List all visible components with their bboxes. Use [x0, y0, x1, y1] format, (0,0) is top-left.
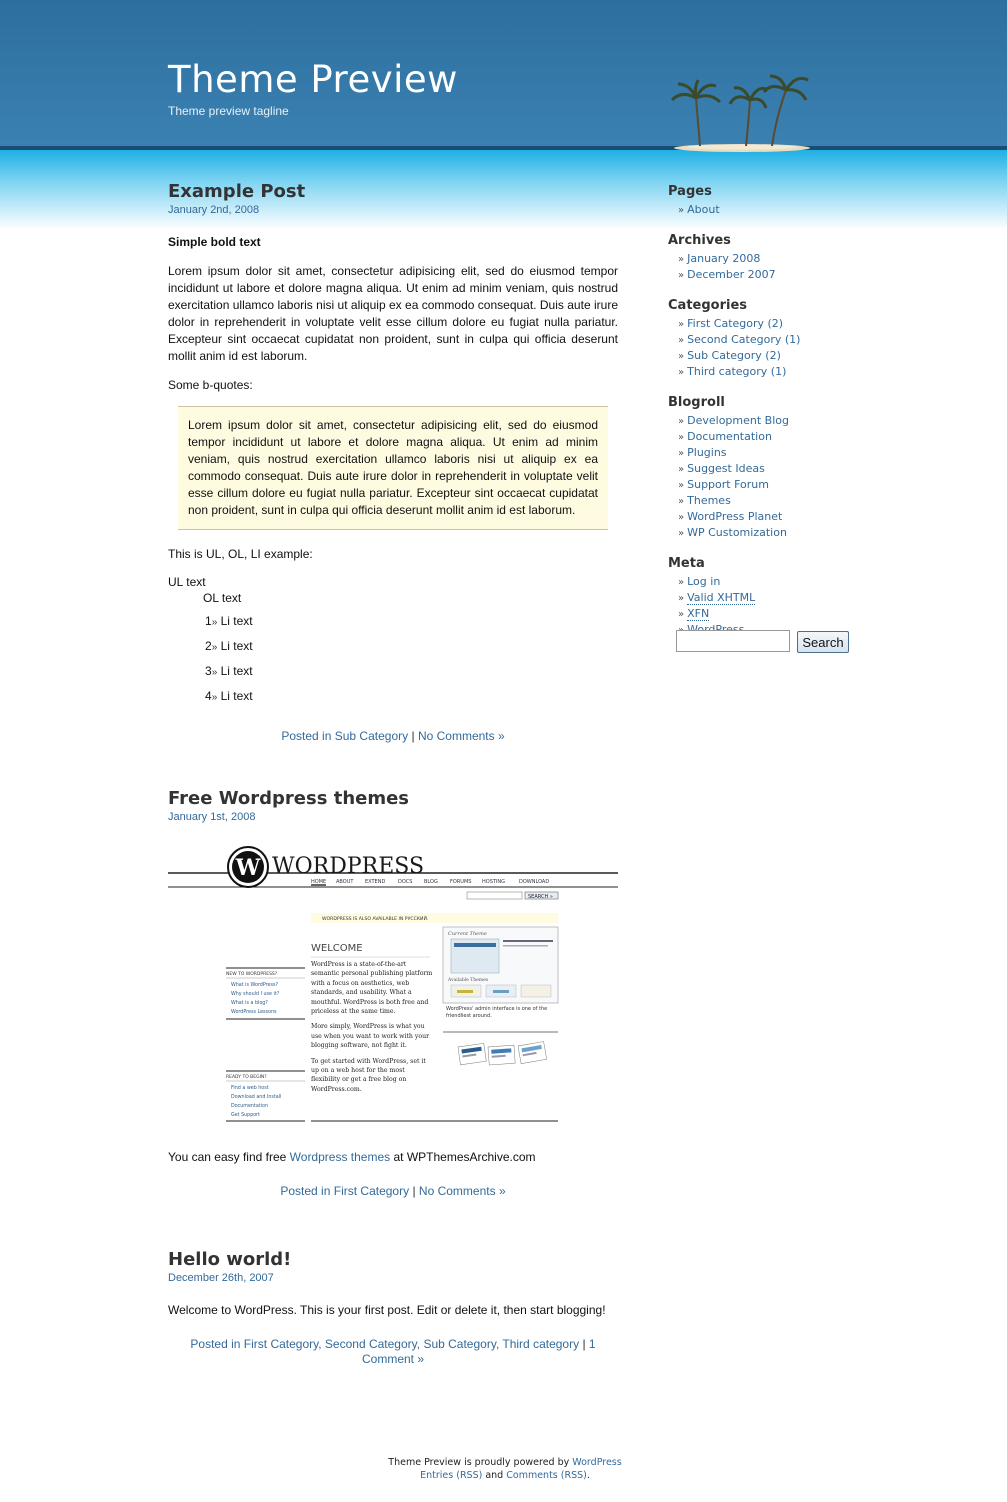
search-input[interactable]: [676, 630, 790, 652]
wp-admin-caption: WordPress' admin interface is one of the friendliest around.: [446, 1006, 548, 1019]
sidebar-item-about[interactable]: » About: [678, 203, 720, 216]
wp-nav-item: ABOUT: [336, 879, 354, 885]
raquo-icon: »: [678, 319, 685, 330]
wp-ready-link: Find a web host: [231, 1086, 269, 1091]
raquo-icon: »: [678, 254, 685, 265]
post-paragraph: Welcome to WordPress. This is your first post. Edit or delete it, then start blogging!: [168, 1303, 606, 1317]
widget-meta: [668, 556, 868, 638]
wordpress-screenshot: [168, 841, 618, 1131]
wp-intro: WordPress is a state-of-the-art semantic personal publishing platform with a focus on aesthetics, web standards, and usability. What a mouthful. WordPress is both free and priceless at the same time.: [311, 961, 433, 1016]
category-link-second[interactable]: Second Category: [324, 1337, 417, 1351]
wp-ready-link: Get Support: [231, 1113, 261, 1118]
wp-nav-item: DOWNLOAD: [519, 879, 550, 885]
category-link[interactable]: First Category: [333, 1184, 410, 1198]
site-footer: [300, 1456, 710, 1482]
wp-logo-text: WORDPRESS: [272, 854, 425, 879]
sidebar-item-blogroll[interactable]: » Development Blog: [678, 414, 789, 427]
site-header: [0, 0, 1007, 150]
list-item: 3» Li text: [205, 664, 253, 678]
post-title[interactable]: Hello world!: [168, 1249, 292, 1270]
wp-search-button: SEARCH »: [528, 894, 553, 900]
post-example: [168, 181, 618, 744]
comments-link[interactable]: 1 Comment »: [361, 1337, 596, 1366]
raquo-icon: »: [211, 617, 218, 628]
sidebar: [668, 184, 868, 653]
post-free-themes: [168, 788, 618, 1199]
bquote-intro: Some b-quotes:: [168, 378, 253, 392]
raquo-icon: »: [678, 270, 685, 281]
category-link-third[interactable]: Third category: [502, 1337, 580, 1351]
raquo-icon: »: [678, 335, 685, 346]
list-item: 4» Li text: [205, 689, 253, 703]
footer-powered: Theme Preview is proudly powered by WordPress: [388, 1457, 622, 1468]
entries-rss-link[interactable]: Entries (RSS): [420, 1470, 483, 1481]
sidebar-item-archive[interactable]: » December 2007: [678, 268, 776, 281]
main-content: [168, 181, 618, 1407]
list-intro: This is UL, OL, LI example:: [168, 547, 313, 561]
post-entry: [168, 1149, 618, 1199]
wp-nav-item: BLOG: [424, 879, 438, 885]
sidebar-item-category[interactable]: » Third category (1): [678, 365, 787, 378]
wp-new-link: WordPress Lessons: [231, 1010, 277, 1015]
raquo-icon: »: [678, 577, 685, 588]
raquo-icon: »: [678, 464, 685, 475]
search-button[interactable]: Search: [797, 631, 849, 653]
sidebar-item-blogroll[interactable]: » Suggest Ideas: [678, 462, 765, 475]
sidebar-item-category[interactable]: » First Category (2): [678, 317, 784, 330]
wp-nav-item: DOCS: [398, 879, 413, 885]
post-meta: Posted in First Category, Second Category, Sub Category, Third category | 1 Comment »: [190, 1337, 596, 1366]
widget-title: Pages: [668, 184, 712, 199]
comments-rss-link[interactable]: Comments (RSS): [506, 1470, 587, 1481]
wp-ready-heading: READY TO BEGIN?: [226, 1075, 267, 1080]
wp-welcome: WELCOME: [311, 943, 363, 954]
list-item: 1» Li text: [205, 614, 253, 628]
wp-start: To get started with WordPress, set it up on a web host for the most flexibility or get a free blog on WordPress.com.: [311, 1057, 426, 1093]
ol-text: OL text: [203, 591, 242, 605]
comments-link[interactable]: No Comments »: [418, 1184, 506, 1198]
post-entry: [168, 1302, 618, 1367]
posted-in-label: Posted in: [280, 1184, 331, 1198]
ul-block: [168, 575, 618, 711]
wp-ready-link: Documentation: [231, 1104, 268, 1109]
sidebar-item-xfn[interactable]: » XFN: [678, 607, 710, 620]
post-entry: [168, 234, 618, 744]
wp-new-link: What is WordPress?: [231, 983, 278, 988]
raquo-icon: »: [678, 416, 685, 427]
meta-separator: |: [582, 1337, 586, 1351]
wp-new-link: What is a blog?: [231, 1001, 268, 1006]
sidebar-item-blogroll[interactable]: » Plugins: [678, 446, 727, 459]
raquo-icon: »: [678, 528, 685, 539]
post-paragraph: You can easy find free Wordpress themes at WPThemesArchive.com: [168, 1150, 536, 1164]
footer-wordpress-link[interactable]: WordPress: [572, 1457, 622, 1468]
widget-title: Blogroll: [668, 395, 725, 410]
raquo-icon: »: [678, 480, 685, 491]
raquo-icon: »: [211, 667, 218, 678]
raquo-icon: »: [678, 593, 685, 604]
sidebar-item-blogroll[interactable]: » Documentation: [678, 430, 772, 443]
raquo-icon: »: [678, 512, 685, 523]
raquo-icon: »: [678, 367, 685, 378]
posted-in-label: Posted in: [281, 729, 332, 743]
widget-categories: [668, 298, 868, 380]
svg-text:W: W: [235, 855, 261, 881]
footer-feeds: Entries (RSS) and Comments (RSS).: [420, 1470, 590, 1481]
sidebar-item-login[interactable]: » Log in: [678, 575, 721, 588]
sidebar-item-blogroll[interactable]: » Themes: [678, 494, 731, 507]
widget-title: Meta: [668, 556, 705, 571]
meta-separator: |: [412, 1184, 416, 1198]
widget-blogroll: [668, 395, 868, 541]
sidebar-item-blogroll[interactable]: » WordPress Planet: [678, 510, 783, 523]
sidebar-item-category[interactable]: » Second Category (1): [678, 333, 801, 346]
posted-in-label: Posted in: [190, 1337, 241, 1351]
wp-ready-link: Download and Install: [231, 1095, 282, 1100]
raquo-icon: »: [211, 692, 218, 703]
raquo-icon: »: [678, 496, 685, 507]
widget-title: Archives: [668, 233, 731, 248]
widget-pages: [668, 184, 868, 218]
post-title[interactable]: Example Post: [168, 181, 306, 202]
site-tagline: Theme preview tagline: [168, 104, 289, 118]
post-paragraph: Lorem ipsum dolor sit amet, consectetur adipisicing elit, sed do eiusmod tempor incididunt ut labore et dolore magna aliqua. Ut enim ad minim veniam, quis nostrud exercitation ullamco laboris nisi ut aliquip ex ea commodo consequat. Duis aute irure dolor in reprehenderit in voluptate velit esse cillum dolore eu fugiat nulla pariatur. Excepteur sint occaecat cupidatat non proident, sunt in culpa qui officia deserunt mollit anim id est laborum.: [168, 264, 618, 363]
sidebar-item-blogroll[interactable]: » WP Customization: [678, 526, 787, 539]
widget-archives: [668, 233, 868, 283]
wp-nav-item: EXTEND: [365, 879, 386, 885]
wp-nav-item: HOSTING: [482, 879, 506, 885]
widget-title: Categories: [668, 298, 748, 313]
blockquote: Lorem ipsum dolor sit amet, consectetur adipisicing elit, sed do eiusmod tempor incididunt ut labore et dolore magna aliqua. Ut enim ad minim veniam, quis nostrud exercitation ullamco laboris nisi ut aliquip ex ea commodo consequat. Duis aute irure dolor in reprehenderit in voluptate velit esse cillum dolore eu fugiat nulla pariatur. Excepteur sint occaecat cupidatat non proident, sunt in culpa qui officia deserunt mollit anim id est laborum.: [178, 406, 608, 530]
raquo-icon: »: [678, 351, 685, 362]
list-item: 2» Li text: [205, 639, 253, 653]
palm-island-icon: [660, 68, 820, 152]
wp-nav-item: FORUMS: [450, 879, 472, 885]
wordpress-logo-icon: [228, 847, 268, 887]
wp-nav-item: HOME: [311, 879, 327, 885]
site-title[interactable]: Theme Preview: [168, 58, 458, 101]
raquo-icon: »: [211, 642, 218, 653]
wp-current-theme: Current Theme: [448, 931, 487, 937]
wp-more: More simply, WordPress is what you use when you want to work with your blogging software, not fight it.: [311, 1023, 430, 1050]
sidebar-item-archive[interactable]: » January 2008: [678, 252, 761, 265]
wp-new-heading: NEW TO WORDPRESS?: [226, 972, 278, 977]
wp-new-link: Why should I use it?: [231, 992, 280, 997]
post-meta: [168, 1184, 618, 1199]
wordpress-themes-link[interactable]: Wordpress themes: [289, 1150, 391, 1164]
sidebar-item-valid-xhtml[interactable]: » Valid XHTML: [678, 591, 756, 604]
post-date: December 26th, 2007: [168, 1272, 274, 1284]
category-link-first[interactable]: First Category: [243, 1337, 319, 1351]
meta-separator: |: [411, 729, 415, 743]
sidebar-item-category[interactable]: » Sub Category (2): [678, 349, 781, 362]
post-title[interactable]: Free Wordpress themes: [168, 788, 410, 809]
post-meta: [168, 729, 618, 744]
raquo-icon: »: [678, 448, 685, 459]
post-date: January 1st, 2008: [168, 811, 256, 823]
category-link[interactable]: Sub Category: [334, 729, 409, 743]
wp-notice: WORDPRESS IS ALSO AVAILABLE IN РУССКИЙ.: [322, 917, 429, 922]
bold-text: Simple bold text: [168, 235, 261, 249]
post-hello-world: [168, 1249, 618, 1367]
comments-link[interactable]: No Comments »: [417, 729, 505, 743]
category-link-sub[interactable]: Sub Category: [423, 1337, 496, 1351]
sidebar-item-blogroll[interactable]: » Support Forum: [678, 478, 769, 491]
raquo-icon: »: [678, 432, 685, 443]
raquo-icon: »: [678, 609, 685, 620]
ul-text: UL text: [168, 575, 206, 589]
wp-available-themes: Available Themes: [448, 978, 489, 983]
post-date: January 2nd, 2008: [168, 204, 260, 216]
raquo-icon: »: [678, 205, 685, 216]
